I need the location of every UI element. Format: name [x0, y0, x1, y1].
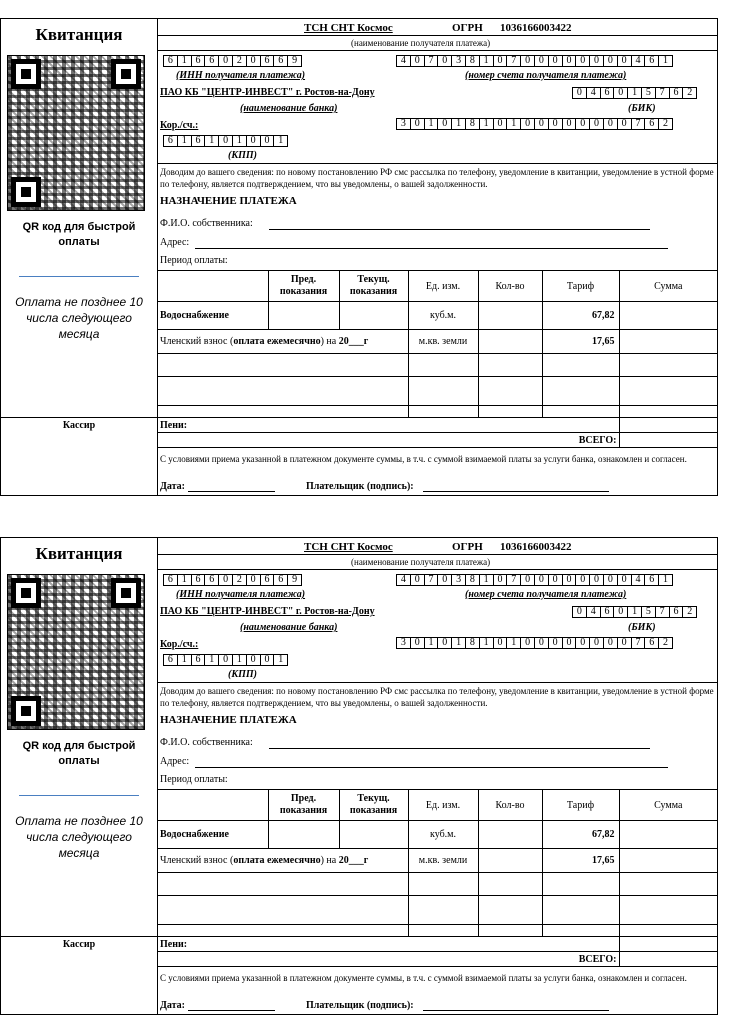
divider [1, 417, 157, 418]
recipient-name: ТСН СНТ Космос [304, 22, 393, 34]
service-year: 20___г [338, 855, 369, 866]
digit-cell: 0 [589, 574, 604, 586]
service-unit: м.кв. земли [408, 849, 478, 873]
table-row [158, 330, 717, 354]
receipt-right-panel [157, 537, 718, 1015]
col-header: Тариф [542, 790, 619, 821]
date-field[interactable] [188, 1010, 275, 1011]
fio-label: Ф.И.О. собственника: [160, 737, 253, 748]
digit-cell: 6 [644, 55, 659, 67]
total-row [158, 433, 717, 448]
service-unit: куб.м. [408, 302, 478, 330]
digit-cell: 0 [534, 637, 549, 649]
kpp-caption: (КПП) [228, 150, 257, 161]
digit-cell: 3 [451, 55, 466, 67]
digit-cell: 6 [644, 637, 659, 649]
services-table [158, 789, 717, 967]
digit-cell: 1 [479, 574, 494, 586]
digit-cell: 0 [410, 574, 425, 586]
digit-cell: 0 [575, 574, 590, 586]
col-header: Текущ. показания [339, 790, 408, 821]
qr-caption: QR код для быстрой оплаты [22, 740, 136, 767]
total-row [158, 952, 717, 967]
digit-cell: 2 [682, 87, 697, 99]
digit-cell: 0 [617, 118, 632, 130]
divider [19, 276, 139, 277]
digit-cell: 0 [613, 87, 628, 99]
bank-caption: (наименование банка) [240, 103, 338, 114]
qr-code-icon[interactable] [7, 55, 145, 211]
digit-cell: 0 [534, 118, 549, 130]
digit-cell: 0 [617, 637, 632, 649]
digit-cell: 6 [191, 55, 206, 67]
digit-cell: 1 [451, 118, 466, 130]
digit-cell: 8 [465, 55, 480, 67]
digit-cell: 0 [572, 606, 587, 618]
divider [19, 795, 139, 796]
table-row [158, 354, 717, 377]
digit-cell: 6 [191, 574, 206, 586]
digit-cell: 8 [465, 637, 480, 649]
digit-cell: 6 [163, 135, 178, 147]
receipt-left-panel [0, 537, 157, 1015]
kor-label: Кор./сч.: [160, 639, 199, 650]
digit-cell: 9 [287, 574, 302, 586]
pay-deadline: Оплата не позднее 10 числа следующего месяца [15, 814, 143, 860]
inn-caption: (ИНН получателя платежа) [176, 589, 306, 600]
digit-cell: 4 [631, 55, 646, 67]
receipt [0, 18, 720, 498]
purpose-title: НАЗНАЧЕНИЕ ПЛАТЕЖА [160, 195, 297, 207]
digit-cell: 0 [218, 55, 233, 67]
digit-cell: 7 [655, 87, 670, 99]
digit-cell: 1 [232, 654, 247, 666]
digit-cell: 0 [534, 574, 549, 586]
digit-cell: 0 [589, 118, 604, 130]
service-name: Водоснабжение [158, 302, 268, 330]
receipt [0, 537, 720, 1017]
digit-cell: 0 [548, 118, 563, 130]
cashier-label: Кассир [62, 420, 96, 431]
bank-caption: (наименование банка) [240, 622, 338, 633]
fio-label: Ф.И.О. собственника: [160, 218, 253, 229]
digit-cell: 0 [603, 118, 618, 130]
kor-digits [396, 637, 672, 649]
digit-cell: 6 [669, 606, 684, 618]
digit-cell: 3 [451, 574, 466, 586]
penalty-row [158, 937, 717, 952]
digit-cell: 0 [575, 118, 590, 130]
ogrn-value: 1036166003422 [500, 22, 572, 34]
digit-cell: 0 [410, 118, 425, 130]
digit-cell: 0 [520, 637, 535, 649]
penalty-row [158, 418, 717, 433]
digit-cell: 0 [520, 574, 535, 586]
digit-cell: 6 [191, 654, 206, 666]
table-row [158, 302, 717, 330]
account-caption: (номер счета получателя платежа) [465, 70, 627, 81]
bank-name: ПАО КБ "ЦЕНТР-ИНВЕСТ" г. Ростов-на-Дону [160, 87, 375, 98]
digit-cell: 0 [520, 55, 535, 67]
service-tariff: 17,65 [542, 849, 619, 873]
col-header: Пред. показания [268, 271, 339, 302]
digit-cell: 1 [177, 55, 192, 67]
digit-cell: 0 [246, 55, 261, 67]
cashier-label: Кассир [62, 939, 96, 950]
digit-cell: 0 [246, 654, 261, 666]
digit-cell: 1 [424, 118, 439, 130]
digit-cell: 1 [658, 574, 673, 586]
digit-cell: 0 [437, 118, 452, 130]
digit-cell: 2 [682, 606, 697, 618]
digit-cell: 1 [177, 135, 192, 147]
ogrn-label: ОГРН [452, 22, 483, 34]
kpp-caption: (КПП) [228, 669, 257, 680]
table-row [158, 849, 717, 873]
digit-cell: 0 [260, 654, 275, 666]
digit-cell: 0 [575, 55, 590, 67]
bik-caption: (БИК) [628, 103, 656, 114]
divider [1, 936, 157, 937]
kpp-digits [163, 135, 287, 147]
bik-caption: (БИК) [628, 622, 656, 633]
col-header: Сумма [619, 271, 717, 302]
col-header: Кол-во [478, 790, 542, 821]
digit-cell: 1 [424, 637, 439, 649]
digit-cell: 1 [232, 135, 247, 147]
digit-cell: 4 [396, 574, 411, 586]
col-header: Кол-во [478, 271, 542, 302]
service-name-post: ) на [320, 336, 339, 347]
recipient-caption: (наименование получателя платежа) [351, 38, 491, 48]
digit-cell: 0 [493, 574, 508, 586]
service-name-post: ) на [320, 855, 339, 866]
digit-cell: 8 [465, 118, 480, 130]
service-name-pre: Членский взнос ( [160, 336, 234, 347]
kor-digits [396, 118, 672, 130]
digit-cell: 7 [631, 118, 646, 130]
digit-cell: 0 [562, 574, 577, 586]
digit-cell: 6 [273, 574, 288, 586]
kpp-digits [163, 654, 287, 666]
qr-code-icon[interactable] [7, 574, 145, 730]
digit-cell: 2 [232, 574, 247, 586]
digit-cell: 0 [437, 574, 452, 586]
inn-digits [163, 55, 301, 67]
digit-cell: 0 [548, 55, 563, 67]
terms-text: С условиями приема указанной в платежном документе суммы, в т.ч. с суммой взимаемой платы за услуги банка, ознакомлен и согласен. [160, 454, 687, 464]
ogrn-value: 1036166003422 [500, 541, 572, 553]
digit-cell: 7 [655, 606, 670, 618]
digit-cell: 0 [562, 118, 577, 130]
digit-cell: 4 [586, 87, 601, 99]
digit-cell: 1 [627, 606, 642, 618]
digit-cell: 0 [520, 118, 535, 130]
digit-cell: 6 [600, 606, 615, 618]
digit-cell: 8 [465, 574, 480, 586]
digit-cell: 0 [603, 574, 618, 586]
account-caption: (номер счета получателя платежа) [465, 589, 627, 600]
date-field[interactable] [188, 491, 275, 492]
date-label: Дата: [160, 1000, 185, 1011]
digit-cell: 6 [273, 55, 288, 67]
digit-cell: 0 [246, 574, 261, 586]
penalty-label: Пени: [158, 937, 619, 952]
digit-cell: 0 [437, 637, 452, 649]
signature-field[interactable] [423, 1010, 609, 1011]
digit-cell: 0 [534, 55, 549, 67]
digit-cell: 2 [232, 55, 247, 67]
bik-digits [572, 606, 696, 618]
digit-cell: 0 [493, 118, 508, 130]
digit-cell: 0 [562, 637, 577, 649]
digit-cell: 6 [644, 574, 659, 586]
service-year: 20___г [338, 336, 369, 347]
digit-cell: 0 [603, 55, 618, 67]
col-header: Ед. изм. [408, 790, 478, 821]
digit-cell: 4 [586, 606, 601, 618]
service-name: Водоснабжение [158, 821, 268, 849]
bik-digits [572, 87, 696, 99]
digit-cell: 0 [437, 55, 452, 67]
receipt-left-panel [0, 18, 157, 496]
digit-cell: 1 [479, 118, 494, 130]
digit-cell: 5 [641, 87, 656, 99]
digit-cell: 1 [273, 135, 288, 147]
fio-field[interactable] [269, 748, 650, 749]
col-header: Пред. показания [268, 790, 339, 821]
notice-text: Доводим до вашего сведения: по новому постановлению РФ смс рассылка по телефону, уведомление в квитанции, уведомление в устной форме по телефону, является подтверждением, что вы уведомлены, о вашей задолженности. [160, 167, 714, 189]
total-label: ВСЕГО: [158, 952, 619, 967]
digit-cell: 1 [273, 654, 288, 666]
qr-caption: QR код для быстрой оплаты [22, 221, 136, 248]
service-name-cell [158, 849, 408, 873]
digit-cell: 6 [260, 574, 275, 586]
service-tariff: 67,82 [542, 821, 619, 849]
digit-cell: 0 [548, 574, 563, 586]
kor-label: Кор./сч.: [160, 120, 199, 131]
digit-cell: 1 [451, 637, 466, 649]
receipt-right-panel [157, 18, 718, 496]
digit-cell: 1 [479, 637, 494, 649]
table-row [158, 873, 717, 896]
table-row [158, 925, 717, 937]
penalty-label: Пени: [158, 418, 619, 433]
digit-cell: 1 [204, 654, 219, 666]
digit-cell: 0 [562, 55, 577, 67]
digit-cell: 0 [493, 55, 508, 67]
digit-cell: 2 [658, 637, 673, 649]
signature-field[interactable] [423, 491, 609, 492]
total-label: ВСЕГО: [158, 433, 619, 448]
recipient-caption: (наименование получателя платежа) [351, 557, 491, 567]
service-name-bold: оплата ежемесячно [233, 336, 321, 347]
digit-cell: 6 [669, 87, 684, 99]
notice-text: Доводим до вашего сведения: по новому постановлению РФ смс рассылка по телефону, уведомление в квитанции, уведомление в устной форме по телефону, является подтверждением, что вы уведомлены, о вашей задолженности. [160, 686, 714, 708]
digit-cell: 0 [260, 135, 275, 147]
digit-cell: 3 [396, 637, 411, 649]
digit-cell: 2 [658, 118, 673, 130]
account-digits [396, 55, 672, 67]
service-tariff: 17,65 [542, 330, 619, 354]
inn-digits [163, 574, 301, 586]
digit-cell: 1 [506, 637, 521, 649]
service-unit: м.кв. земли [408, 330, 478, 354]
col-header: Текущ. показания [339, 271, 408, 302]
address-label: Адрес: [160, 237, 190, 248]
service-name-cell [158, 330, 408, 354]
digit-cell: 5 [641, 606, 656, 618]
address-label: Адрес: [160, 756, 190, 767]
digit-cell: 6 [644, 118, 659, 130]
digit-cell: 4 [631, 574, 646, 586]
digit-cell: 6 [163, 654, 178, 666]
period-label: Период оплаты: [160, 255, 228, 266]
digit-cell: 1 [177, 574, 192, 586]
digit-cell: 7 [631, 637, 646, 649]
digit-cell: 0 [589, 637, 604, 649]
digit-cell: 0 [603, 637, 618, 649]
digit-cell: 3 [396, 118, 411, 130]
digit-cell: 1 [658, 55, 673, 67]
services-table [158, 270, 717, 448]
digit-cell: 0 [575, 637, 590, 649]
digit-cell: 6 [204, 574, 219, 586]
recipient-name: ТСН СНТ Космос [304, 541, 393, 553]
col-header: Ед. изм. [408, 271, 478, 302]
digit-cell: 1 [506, 118, 521, 130]
digit-cell: 6 [163, 55, 178, 67]
digit-cell: 0 [218, 135, 233, 147]
digit-cell: 0 [617, 55, 632, 67]
address-field[interactable] [195, 248, 668, 249]
pay-deadline: Оплата не позднее 10 числа следующего месяца [15, 295, 143, 341]
bank-name: ПАО КБ "ЦЕНТР-ИНВЕСТ" г. Ростов-на-Дону [160, 606, 375, 617]
terms-text: С условиями приема указанной в платежном документе суммы, в т.ч. с суммой взимаемой платы за услуги банка, ознакомлен и согласен. [160, 973, 687, 983]
digit-cell: 0 [218, 654, 233, 666]
col-header: Тариф [542, 271, 619, 302]
account-digits [396, 574, 672, 586]
fio-field[interactable] [269, 229, 650, 230]
purpose-title: НАЗНАЧЕНИЕ ПЛАТЕЖА [160, 714, 297, 726]
digit-cell: 6 [163, 574, 178, 586]
inn-caption: (ИНН получателя платежа) [176, 70, 306, 81]
date-label: Дата: [160, 481, 185, 492]
digit-cell: 0 [572, 87, 587, 99]
digit-cell: 1 [204, 135, 219, 147]
ogrn-label: ОГРН [452, 541, 483, 553]
digit-cell: 0 [589, 55, 604, 67]
table-row [158, 896, 717, 925]
table-row [158, 377, 717, 406]
table-row [158, 406, 717, 418]
digit-cell: 0 [548, 637, 563, 649]
service-unit: куб.м. [408, 821, 478, 849]
digit-cell: 1 [177, 654, 192, 666]
digit-cell: 1 [479, 55, 494, 67]
table-row [158, 821, 717, 849]
digit-cell: 9 [287, 55, 302, 67]
digit-cell: 0 [613, 606, 628, 618]
digit-cell: 6 [204, 55, 219, 67]
digit-cell: 0 [493, 637, 508, 649]
digit-cell: 0 [246, 135, 261, 147]
digit-cell: 7 [424, 55, 439, 67]
service-tariff: 67,82 [542, 302, 619, 330]
signature-label: Плательщик (подпись): [306, 481, 414, 492]
digit-cell: 7 [506, 55, 521, 67]
address-field[interactable] [195, 767, 668, 768]
digit-cell: 7 [506, 574, 521, 586]
digit-cell: 0 [410, 637, 425, 649]
digit-cell: 0 [410, 55, 425, 67]
digit-cell: 0 [218, 574, 233, 586]
digit-cell: 1 [627, 87, 642, 99]
digit-cell: 6 [191, 135, 206, 147]
digit-cell: 7 [424, 574, 439, 586]
receipt-title: Квитанция [35, 25, 123, 44]
service-name-bold: оплата ежемесячно [233, 855, 321, 866]
receipt-title: Квитанция [35, 544, 123, 563]
signature-label: Плательщик (подпись): [306, 1000, 414, 1011]
col-header: Сумма [619, 790, 717, 821]
digit-cell: 0 [617, 574, 632, 586]
digit-cell: 4 [396, 55, 411, 67]
service-name-pre: Членский взнос ( [160, 855, 234, 866]
period-label: Период оплаты: [160, 774, 228, 785]
digit-cell: 6 [260, 55, 275, 67]
digit-cell: 6 [600, 87, 615, 99]
